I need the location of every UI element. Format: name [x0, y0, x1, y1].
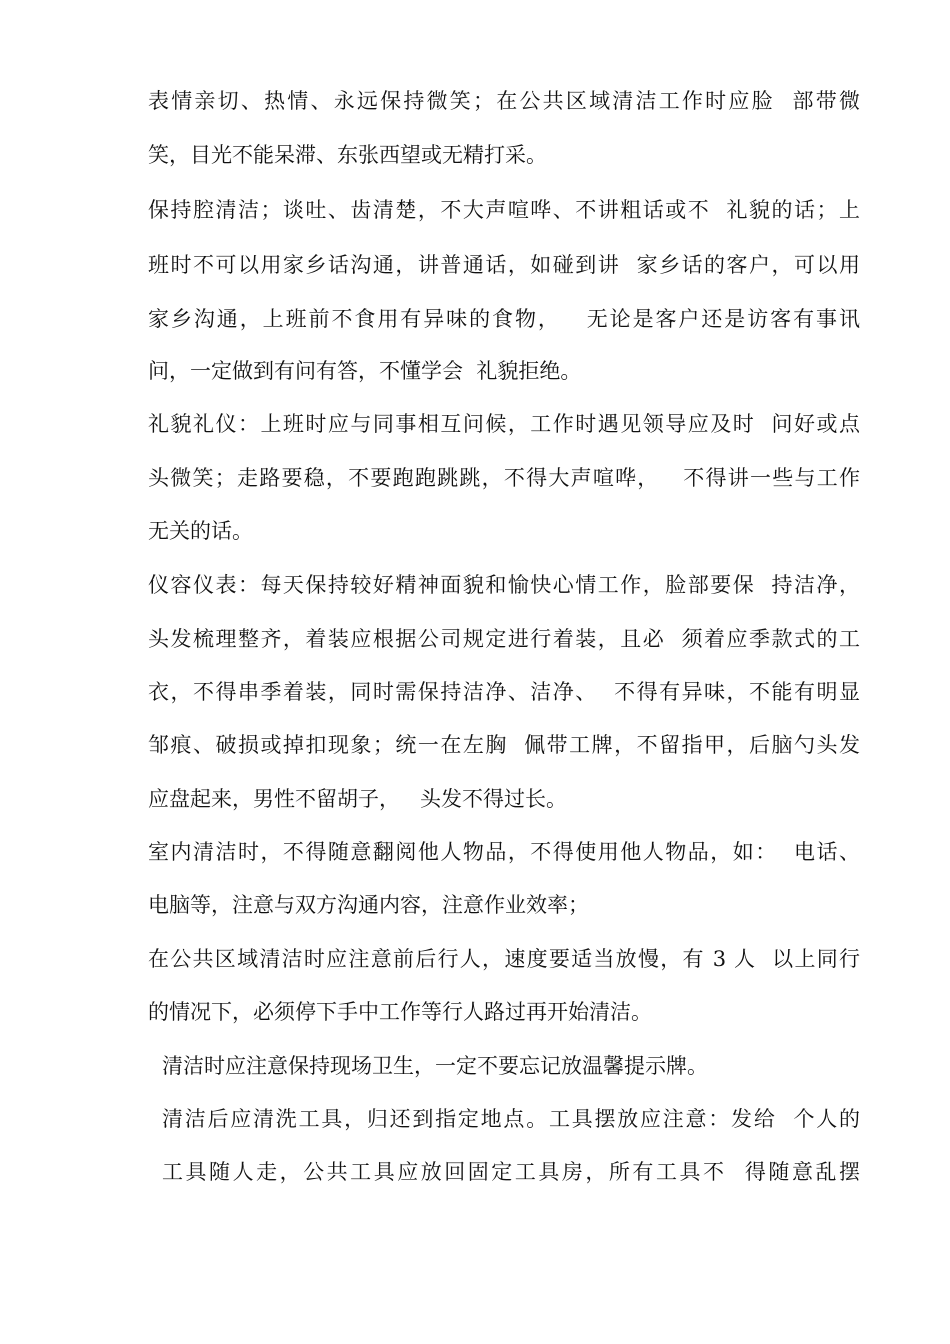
paragraph-1-line-2: 笑，目光不能呆滞、东张西望或无精打采。	[148, 143, 547, 167]
paragraph-2-line-3: 家乡沟通，上班前不食用有异味的食物， 无论是客户还是访客有事讯	[148, 307, 860, 331]
paragraph-5-line-1: 室内清洁时，不得随意翻阅他人物品，不得使用他人物品，如： 电话、	[148, 840, 860, 864]
paragraph-1-line-1: 表情亲切、热情、永远保持微笑；在公共区域清洁工作时应脸 部带微	[148, 89, 860, 113]
paragraph-3-line-1: 礼貌礼仪：上班时应与同事相互问候，工作时遇见领导应及时 问好或点	[148, 412, 860, 436]
paragraph-4-line-2: 头发梳理整齐，着装应根据公司规定进行着装，且必 须着应季款式的工	[148, 627, 860, 651]
paragraph-6-line-1: 在公共区域清洁时应注意前后行人，速度要适当放慢，有 3 人 以上同行	[148, 947, 860, 971]
paragraph-4-line-3: 衣，不得串季着装，同时需保持洁净、洁净、 不得有异味，不能有明显	[148, 680, 860, 704]
paragraph-4-line-1: 仪容仪表：每天保持较好精神面貌和愉快心情工作，脸部要保 持洁净，	[148, 573, 860, 597]
paragraph-2-line-2: 班时不可以用家乡话沟通，讲普通话，如碰到讲 家乡话的客户，可以用	[148, 253, 860, 277]
paragraph-4-line-5: 应盘起来，男性不留胡子， 头发不得过长。	[148, 787, 568, 811]
paragraph-7-line-1: 清洁时应注意保持现场卫生，一定不要忘记放温馨提示牌。	[162, 1054, 708, 1078]
paragraph-3-line-3: 无关的话。	[148, 519, 253, 543]
paragraph-4-line-4: 邹痕、破损或掉扣现象；统一在左胸 佩带工牌，不留指甲，后脑勺头发	[148, 733, 860, 757]
paragraph-8-line-2: 工具随人走，公共工具应放回固定工具房，所有工具不 得随意乱摆	[162, 1160, 860, 1184]
paragraph-2-line-1: 保持腔清洁；谈吐、齿清楚，不大声喧哗、不讲粗话或不 礼貌的话；上	[148, 198, 860, 222]
paragraph-6-line-2: 的情况下，必须停下手中工作等行人路过再开始清洁。	[148, 1000, 652, 1024]
paragraph-8-line-1: 清洁后应清洗工具，归还到指定地点。工具摆放应注意：发给 个人的	[162, 1107, 860, 1131]
paragraph-2-line-4: 问，一定做到有问有答，不懂学会 礼貌拒绝。	[148, 359, 582, 383]
paragraph-5-line-2: 电脑等，注意与双方沟通内容，注意作业效率；	[148, 893, 589, 917]
paragraph-3-line-2: 头微笑；走路要稳，不要跑跑跳跳，不得大声喧哗， 不得讲一些与工作	[148, 466, 860, 490]
